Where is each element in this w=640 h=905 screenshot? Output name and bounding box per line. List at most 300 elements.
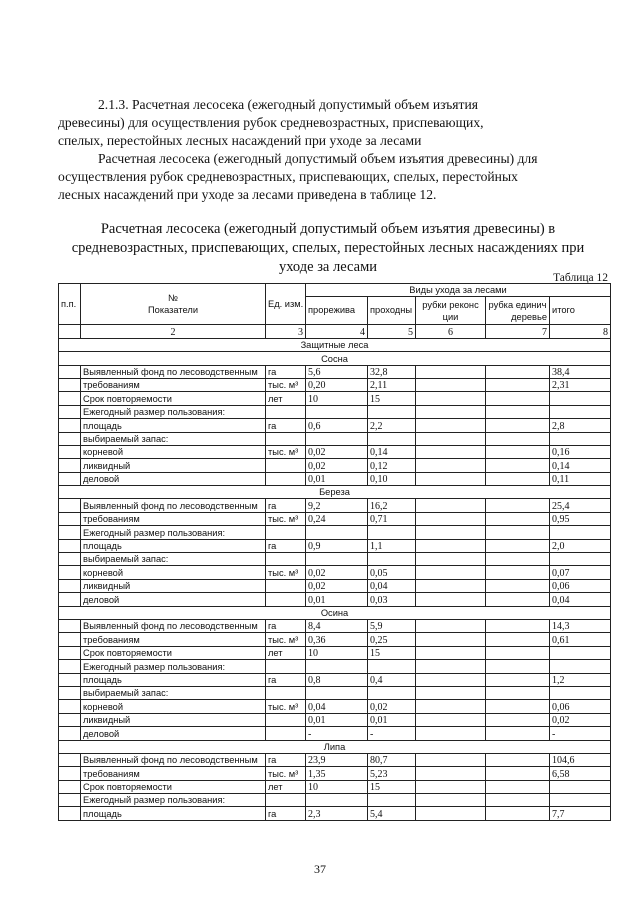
cell-pp	[59, 727, 81, 740]
cell-unit	[266, 553, 306, 566]
table-title-line: уходе за лесами	[278, 259, 378, 275]
cell-label: Выявленный фонд по лесоводственным	[81, 619, 266, 632]
cell-passage: 15	[368, 780, 416, 793]
cell-label: деловой	[81, 472, 266, 485]
table-row	[59, 579, 611, 592]
cell-pp	[59, 794, 81, 807]
species-row-bereza	[59, 486, 611, 499]
cell-thinning: 0,02	[306, 579, 368, 592]
cell-single-tree	[486, 378, 550, 391]
cell-reconstruction	[416, 794, 486, 807]
col-num: 2	[81, 325, 266, 338]
cell-total: 0,06	[550, 579, 611, 592]
cell-thinning: 8,4	[306, 619, 368, 632]
col-num: 7	[486, 325, 550, 338]
table-row	[59, 512, 611, 525]
cell-passage: 2,11	[368, 378, 416, 391]
cell-unit: тыс. м³	[266, 378, 306, 391]
cell-label: ликвидный	[81, 579, 266, 592]
cell-reconstruction	[416, 419, 486, 432]
cell-label: площадь	[81, 419, 266, 432]
cell-pp	[59, 365, 81, 378]
cell-pp	[59, 419, 81, 432]
cell-reconstruction	[416, 593, 486, 606]
header-no: №	[168, 293, 178, 304]
cell-unit: тыс. м³	[266, 633, 306, 646]
table-row	[59, 767, 611, 780]
cell-total: 1,2	[550, 673, 611, 686]
table-row	[59, 553, 611, 566]
cell-thinning: 10	[306, 392, 368, 405]
cell-single-tree	[486, 727, 550, 740]
cell-reconstruction	[416, 767, 486, 780]
cell-single-tree	[486, 365, 550, 378]
cell-reconstruction	[416, 673, 486, 686]
table-title-line: средневозрастных, приспевающих, спелых, перестойных лесных насаждениях при	[71, 240, 585, 256]
cell-passage: 1,1	[368, 539, 416, 552]
cell-unit	[266, 405, 306, 418]
cell-passage	[368, 794, 416, 807]
cell-unit: тыс. м³	[266, 566, 306, 579]
cell-label: выбираемый запас:	[81, 553, 266, 566]
cell-label: Ежегодный размер пользования:	[81, 794, 266, 807]
cell-thinning: 0,02	[306, 459, 368, 472]
cell-single-tree	[486, 405, 550, 418]
cell-pp	[59, 673, 81, 686]
header-indicators-label: Показатели	[147, 305, 199, 316]
cell-passage	[368, 660, 416, 673]
cell-unit	[266, 579, 306, 592]
cell-passage	[368, 686, 416, 699]
cell-label: площадь	[81, 673, 266, 686]
cell-thinning	[306, 526, 368, 539]
cell-label: корневой	[81, 700, 266, 713]
cell-unit: га	[266, 673, 306, 686]
table-row	[59, 365, 611, 378]
cell-unit: га	[266, 807, 306, 820]
cell-single-tree	[486, 780, 550, 793]
cell-reconstruction	[416, 539, 486, 552]
cell-pp	[59, 593, 81, 606]
cell-thinning	[306, 794, 368, 807]
col-num: 6	[416, 325, 486, 338]
cell-total: 0,61	[550, 633, 611, 646]
table-row	[59, 432, 611, 445]
cell-passage: 15	[368, 646, 416, 659]
cell-single-tree	[486, 539, 550, 552]
cell-pp	[59, 499, 81, 512]
col-num: 8	[550, 325, 611, 338]
cell-pp	[59, 807, 81, 820]
cell-reconstruction	[416, 713, 486, 726]
cell-label: корневой	[81, 566, 266, 579]
cell-label: Выявленный фонд по лесоводственным	[81, 753, 266, 766]
cell-pp	[59, 753, 81, 766]
cell-thinning: 9,2	[306, 499, 368, 512]
cell-single-tree	[486, 646, 550, 659]
cell-reconstruction	[416, 633, 486, 646]
cell-pp	[59, 512, 81, 525]
table-row	[59, 753, 611, 766]
cell-reconstruction	[416, 753, 486, 766]
cell-passage: 0,12	[368, 459, 416, 472]
cell-pp	[59, 472, 81, 485]
cell-pp	[59, 378, 81, 391]
zone-label: Защитные леса	[59, 338, 611, 351]
cell-total: 7,7	[550, 807, 611, 820]
species-name: Осина	[59, 606, 611, 619]
cell-single-tree	[486, 499, 550, 512]
cell-unit	[266, 459, 306, 472]
section-text	[58, 150, 580, 204]
cell-pp	[59, 579, 81, 592]
cell-unit	[266, 593, 306, 606]
cell-total: 0,07	[550, 566, 611, 579]
cell-reconstruction	[416, 445, 486, 458]
table-row	[59, 700, 611, 713]
cell-single-tree	[486, 619, 550, 632]
cell-passage: 5,4	[368, 807, 416, 820]
cell-thinning: 10	[306, 646, 368, 659]
cell-unit: тыс. м³	[266, 700, 306, 713]
section-text-line: Расчетная лесосека (ежегодный допустимый объем изъятия древесины) для	[98, 151, 538, 166]
cell-pp	[59, 566, 81, 579]
cell-thinning: 0,6	[306, 419, 368, 432]
table-row	[59, 378, 611, 391]
cell-pp	[59, 646, 81, 659]
table-row	[59, 539, 611, 552]
species-row-sosna	[59, 352, 611, 365]
cell-unit: тыс. м³	[266, 512, 306, 525]
header-col5: проходны	[368, 297, 416, 325]
table-row	[59, 780, 611, 793]
table-row	[59, 633, 611, 646]
cell-passage: -	[368, 727, 416, 740]
cell-pp	[59, 526, 81, 539]
table-row	[59, 646, 611, 659]
cell-total	[550, 660, 611, 673]
cell-passage: 0,25	[368, 633, 416, 646]
cell-reconstruction	[416, 365, 486, 378]
cell-pp	[59, 700, 81, 713]
cell-label: деловой	[81, 727, 266, 740]
cell-passage: 80,7	[368, 753, 416, 766]
cell-unit: лет	[266, 646, 306, 659]
cell-unit: га	[266, 753, 306, 766]
cell-thinning: 0,9	[306, 539, 368, 552]
cell-pp	[59, 405, 81, 418]
cell-label: требованиям	[81, 512, 266, 525]
cell-pp	[59, 686, 81, 699]
header-col6-line2: ции	[442, 311, 459, 322]
cell-unit	[266, 713, 306, 726]
cell-total	[550, 553, 611, 566]
cell-single-tree	[486, 593, 550, 606]
cell-reconstruction	[416, 459, 486, 472]
species-name: Береза	[59, 486, 611, 499]
header-col7	[486, 297, 550, 325]
table-row	[59, 405, 611, 418]
cell-reconstruction	[416, 499, 486, 512]
cell-passage: 5,9	[368, 619, 416, 632]
cell-unit	[266, 794, 306, 807]
cell-total: 2,31	[550, 378, 611, 391]
cell-passage: 2,2	[368, 419, 416, 432]
cell-reconstruction	[416, 686, 486, 699]
cell-thinning: 23,9	[306, 753, 368, 766]
table-row	[59, 727, 611, 740]
cell-unit	[266, 727, 306, 740]
cell-pp	[59, 432, 81, 445]
species-row-lipa	[59, 740, 611, 753]
cell-total	[550, 686, 611, 699]
cell-single-tree	[486, 767, 550, 780]
cell-reconstruction	[416, 780, 486, 793]
section-heading-line: спелых, перестойных лесных насаждений при уходе за лесами	[58, 133, 422, 148]
cell-pp	[59, 392, 81, 405]
cell-unit	[266, 660, 306, 673]
col-num: 5	[368, 325, 416, 338]
cell-unit: га	[266, 619, 306, 632]
species-name: Сосна	[59, 352, 611, 365]
cell-passage	[368, 405, 416, 418]
cell-single-tree	[486, 526, 550, 539]
cell-unit: га	[266, 365, 306, 378]
cell-label: Ежегодный размер пользования:	[81, 526, 266, 539]
cell-unit: га	[266, 419, 306, 432]
table-row	[59, 459, 611, 472]
cell-single-tree	[486, 459, 550, 472]
cell-thinning: 0,02	[306, 566, 368, 579]
cell-label: корневой	[81, 445, 266, 458]
cell-label: выбираемый запас:	[81, 432, 266, 445]
cell-total: 0,02	[550, 713, 611, 726]
cell-thinning: 0,8	[306, 673, 368, 686]
cell-single-tree	[486, 794, 550, 807]
cell-total: 104,6	[550, 753, 611, 766]
table-row	[59, 526, 611, 539]
cell-pp	[59, 633, 81, 646]
header-col6	[416, 297, 486, 325]
cell-passage: 0,71	[368, 512, 416, 525]
cell-passage: 0,05	[368, 566, 416, 579]
cell-thinning	[306, 553, 368, 566]
cell-passage	[368, 526, 416, 539]
cell-passage: 32,8	[368, 365, 416, 378]
cell-label: Выявленный фонд по лесоводственным	[81, 499, 266, 512]
cell-single-tree	[486, 472, 550, 485]
cell-single-tree	[486, 566, 550, 579]
cell-total: 0,04	[550, 593, 611, 606]
table-row	[59, 392, 611, 405]
header-col8: итого	[550, 297, 611, 325]
table-row	[59, 619, 611, 632]
cell-unit: тыс. м³	[266, 767, 306, 780]
cell-total: 0,95	[550, 512, 611, 525]
cell-single-tree	[486, 553, 550, 566]
cell-single-tree	[486, 579, 550, 592]
cell-total	[550, 794, 611, 807]
cell-single-tree	[486, 686, 550, 699]
cell-label: Срок повторяемости	[81, 646, 266, 659]
cell-thinning: 2,3	[306, 807, 368, 820]
cell-passage: 16,2	[368, 499, 416, 512]
cell-reconstruction	[416, 579, 486, 592]
table-row	[59, 499, 611, 512]
section-text-line: осуществления рубок средневозрастных, приспевающих, спелых, перестойных	[58, 169, 518, 184]
cell-pp	[59, 459, 81, 472]
cell-label: требованиям	[81, 767, 266, 780]
cell-thinning	[306, 405, 368, 418]
column-number-row	[59, 325, 611, 338]
cell-reconstruction	[416, 566, 486, 579]
header-col6-line1: рубки реконс	[422, 299, 479, 310]
cell-pp	[59, 660, 81, 673]
cell-total: 2,8	[550, 419, 611, 432]
cell-total: 0,11	[550, 472, 611, 485]
cell-thinning: -	[306, 727, 368, 740]
cell-label: Срок повторяемости	[81, 780, 266, 793]
cell-thinning: 5,6	[306, 365, 368, 378]
col-num: 4	[306, 325, 368, 338]
col-num: 1	[59, 325, 81, 338]
cell-label: площадь	[81, 807, 266, 820]
cell-total: 2,0	[550, 539, 611, 552]
cell-reconstruction	[416, 553, 486, 566]
cell-label: Ежегодный размер пользования:	[81, 660, 266, 673]
cell-single-tree	[486, 633, 550, 646]
cell-total	[550, 526, 611, 539]
cell-pp	[59, 780, 81, 793]
cell-thinning: 0,01	[306, 713, 368, 726]
cell-single-tree	[486, 660, 550, 673]
cell-single-tree	[486, 392, 550, 405]
cell-reconstruction	[416, 526, 486, 539]
cell-unit: лет	[266, 780, 306, 793]
section-heading-line: 2.1.3. Расчетная лесосека (ежегодный допустимый объем изъятия	[98, 97, 478, 112]
cell-label: требованиям	[81, 633, 266, 646]
cell-passage	[368, 432, 416, 445]
cell-single-tree	[486, 432, 550, 445]
cell-pp	[59, 619, 81, 632]
cell-thinning	[306, 686, 368, 699]
cell-single-tree	[486, 445, 550, 458]
cell-thinning: 0,04	[306, 700, 368, 713]
cell-passage	[368, 553, 416, 566]
cell-passage: 0,02	[368, 700, 416, 713]
cell-label: деловой	[81, 593, 266, 606]
cell-label: Срок повторяемости	[81, 392, 266, 405]
table-title-line: Расчетная лесосека (ежегодный допустимый объем изъятия древесины) в	[100, 221, 556, 237]
header-col7-line1: рубка единич	[488, 299, 547, 310]
cell-reconstruction	[416, 405, 486, 418]
cell-passage: 15	[368, 392, 416, 405]
cell-total	[550, 405, 611, 418]
cell-single-tree	[486, 713, 550, 726]
cell-thinning: 0,01	[306, 472, 368, 485]
cell-reconstruction	[416, 472, 486, 485]
cell-thinning	[306, 660, 368, 673]
cell-passage: 5,23	[368, 767, 416, 780]
cell-total	[550, 646, 611, 659]
cell-passage: 0,03	[368, 593, 416, 606]
cell-label: требованиям	[81, 378, 266, 391]
cell-total: 25,4	[550, 499, 611, 512]
cell-pp	[59, 445, 81, 458]
table-title	[58, 220, 598, 277]
cell-reconstruction	[416, 646, 486, 659]
table-row	[59, 472, 611, 485]
cell-passage: 0,10	[368, 472, 416, 485]
cell-thinning: 10	[306, 780, 368, 793]
cell-thinning: 0,02	[306, 445, 368, 458]
cell-thinning: 0,24	[306, 512, 368, 525]
cell-reconstruction	[416, 700, 486, 713]
cell-reconstruction	[416, 392, 486, 405]
cell-pp	[59, 539, 81, 552]
cell-reconstruction	[416, 378, 486, 391]
cell-passage: 0,4	[368, 673, 416, 686]
col-num: 3	[266, 325, 306, 338]
cell-unit	[266, 686, 306, 699]
cell-unit: тыс. м³	[266, 445, 306, 458]
cell-single-tree	[486, 419, 550, 432]
table-row	[59, 660, 611, 673]
table-row	[59, 445, 611, 458]
cell-label: площадь	[81, 539, 266, 552]
cell-total	[550, 392, 611, 405]
table-row	[59, 673, 611, 686]
cell-thinning: 0,36	[306, 633, 368, 646]
cell-total	[550, 780, 611, 793]
cell-thinning	[306, 432, 368, 445]
cell-pp	[59, 713, 81, 726]
cell-pp	[59, 553, 81, 566]
header-col4: прорежива	[306, 297, 368, 325]
allowable-cut-table	[58, 283, 611, 821]
cell-reconstruction	[416, 660, 486, 673]
cell-unit: га	[266, 539, 306, 552]
cell-unit	[266, 526, 306, 539]
cell-label: Ежегодный размер пользования:	[81, 405, 266, 418]
cell-unit	[266, 432, 306, 445]
cell-total: 38,4	[550, 365, 611, 378]
cell-total	[550, 432, 611, 445]
cell-reconstruction	[416, 807, 486, 820]
cell-total: 6,58	[550, 767, 611, 780]
header-indicators	[81, 284, 266, 325]
cell-total: -	[550, 727, 611, 740]
cell-single-tree	[486, 753, 550, 766]
header-unit: Ед. изм.	[266, 284, 306, 325]
header-col7-line2: деревье	[511, 311, 547, 322]
cell-single-tree	[486, 807, 550, 820]
cell-label: выбираемый запас:	[81, 686, 266, 699]
section-text-line: лесных насаждений при уходе за лесами приведена в таблице 12.	[58, 187, 437, 202]
cell-reconstruction	[416, 727, 486, 740]
cell-label: ликвидный	[81, 713, 266, 726]
cell-passage: 0,01	[368, 713, 416, 726]
table-row	[59, 794, 611, 807]
cell-pp	[59, 767, 81, 780]
cell-total: 0,14	[550, 459, 611, 472]
cell-label: Выявленный фонд по лесоводственным	[81, 365, 266, 378]
cell-reconstruction	[416, 619, 486, 632]
cell-unit: га	[266, 499, 306, 512]
table-row	[59, 593, 611, 606]
table-row	[59, 807, 611, 820]
species-row-osina	[59, 606, 611, 619]
